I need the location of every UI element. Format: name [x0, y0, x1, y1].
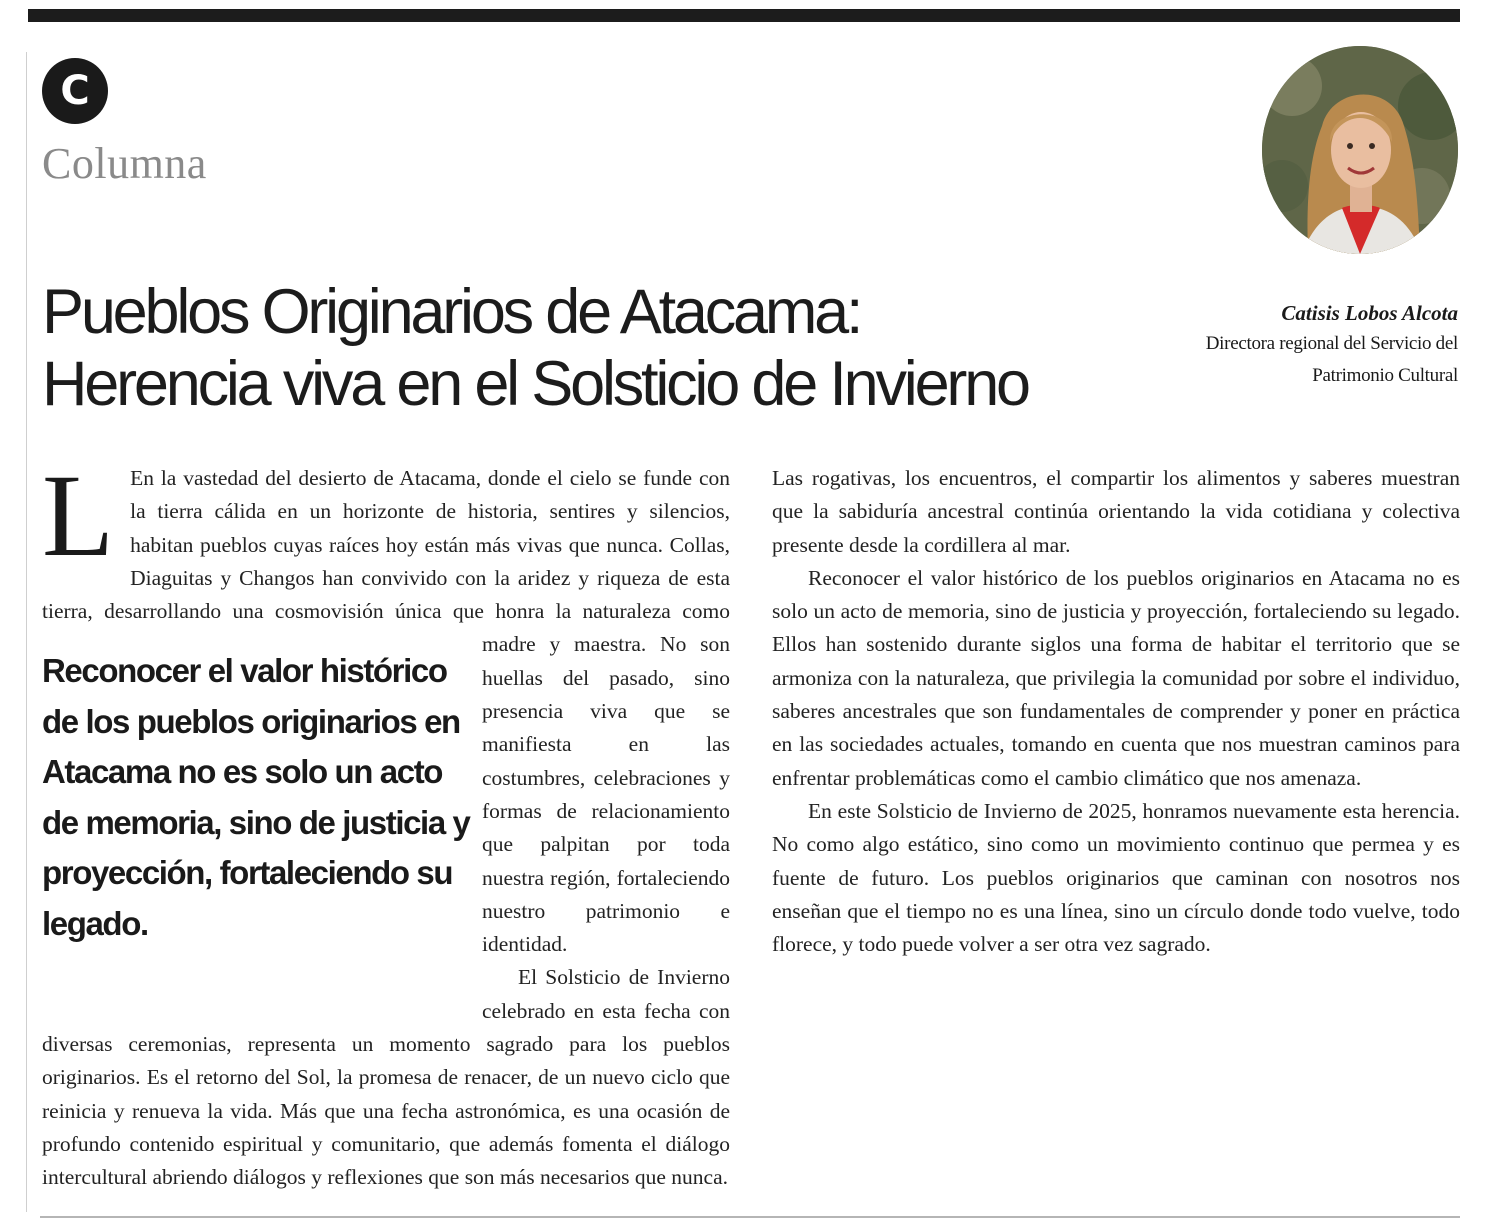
pull-quote: Reconocer el valor histórico de los pueblos originarios en Atacama no es solo un acto de memoria, sino de justicia y proyección, fortaleciendo su legado. — [42, 652, 470, 942]
bottom-rule — [40, 1216, 1460, 1218]
section-label: Columna — [42, 139, 207, 188]
byline — [1206, 298, 1458, 392]
paragraph-3: Reconocer el valor histórico de los pueblos originarios en Atacama no es solo un acto de memoria, sino de justicia y proyección, fortaleciendo su legado. Ellos han sostenido durante siglos una forma de habitar el territorio que se armoniza con la naturaleza, que privilegia la comunidad por sobre el individuo, saberes ancestrales que son fundamentales de comprender y poner en práctica en las sociedades actuales, tomando en cuenta que nos muestran caminos para enfrentar problemáticas como el cambio climático que nos amenaza. — [772, 565, 1460, 790]
drop-cap: L — [42, 450, 115, 581]
author-name: Catisis Lobos Alcota — [1281, 301, 1458, 325]
paragraph-2-continued: Las rogativas, los encuentros, el compartir los alimentos y saberes muestran que la sabiduría ancestral continúa orientando la vida cotidiana y colectiva presente desde la cordillera al mar. — [772, 466, 1460, 557]
body-column-1 — [42, 450, 730, 1195]
top-rule — [28, 9, 1460, 22]
author-role-line-2: Patrimonio Cultural — [1312, 365, 1458, 386]
paragraph-4: En este Solsticio de Invierno de 2025, honramos nuevamente esta herencia. No como algo estático, sino como un movimiento continuo que permea y es fuente de futuro. Los pueblos originarios que caminan con nosotros nos enseñan que el tiempo no es una línea, sino un círculo donde todo vuelve, todo florece, y todo puede volver a ser otra vez sagrado. — [772, 798, 1460, 957]
body-column-2 — [772, 462, 1460, 961]
headline — [42, 276, 1112, 420]
left-margin-rule — [26, 52, 27, 1212]
section-badge: C — [42, 58, 108, 124]
paragraph-1 — [42, 450, 730, 961]
paragraph-1-continued: madre y maestra. No son huellas del pasado, sino presencia viva que se manifiesta en las costumbres, celebraciones y formas de relacionamiento que palpitan por toda nuestra región, fortaleciendo nuestro patrimonio e identidad. — [482, 632, 730, 957]
headline-line-2: Herencia viva en el Solsticio de Invierno — [42, 349, 1028, 419]
paragraph-1-text: En la vastedad del desierto de Atacama, donde el cielo se funde con la tierra cálida en un horizonte de historia, sentires y silencios, habitan pueblos cuyas raíces hoy están más vivas que nunca. Collas, Diaguitas y Changos han convivido con la aridez y riqueza de esta tierra, desarrollando una cosmovisión única que honra la naturaleza como — [42, 466, 730, 624]
headline-line-1: Pueblos Originarios de Atacama: — [42, 277, 861, 347]
paragraph-2: El Solsticio de Invierno celebrado en esta fecha con diversas ceremonias, representa un momento sagrado para los pueblos originarios. Es el retorno del Sol, la promesa de renacer, de un nuevo ciclo que reinicia y renueva la vida. Más que una fecha astronómica, es una ocasión de profundo contenido espiritual y comunitario, que además fomenta el diálogo intercultural abriendo diálogos y reflexiones que son más necesarios que nunca. — [42, 965, 730, 1190]
author-photo — [1262, 46, 1458, 254]
author-portrait-illustration — [1262, 46, 1458, 254]
author-role-line-1: Directora regional del Servicio del — [1205, 333, 1458, 354]
